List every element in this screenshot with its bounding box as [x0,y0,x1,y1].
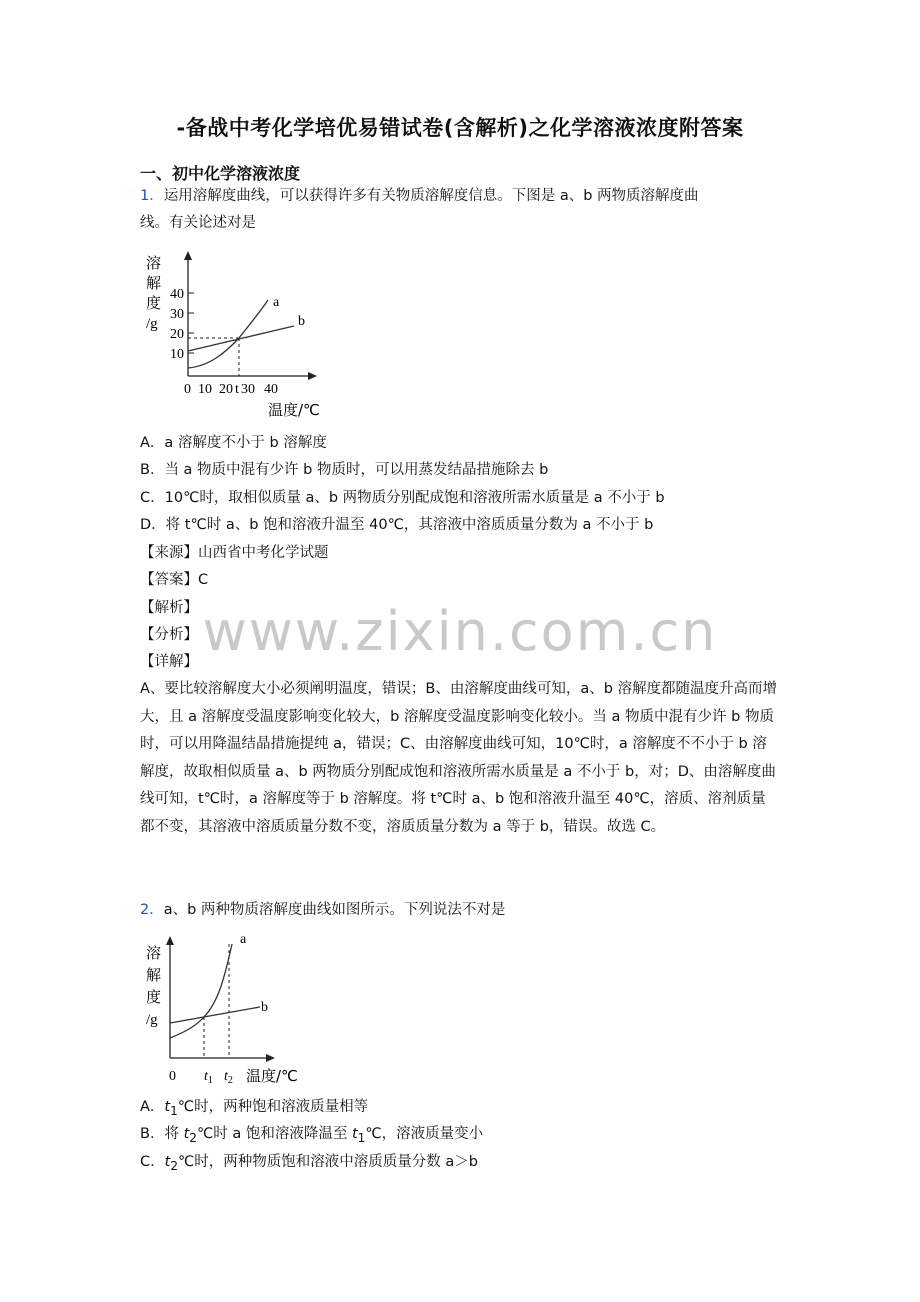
q2-ylabel-unit: /g [146,1012,158,1028]
watermark: www.zixin.com.cn [202,600,718,663]
q1-y-arrow [184,251,192,260]
q2-curve-b [170,1007,260,1023]
q1-detail-label: 【详解】 [140,654,198,670]
q1-ytick: 30 [170,307,184,322]
q1-answer: 【答案】C [140,572,209,588]
q2-ylabel-char: 溶 [146,944,162,962]
q1-xlabel: 温度/℃ [268,401,320,419]
q1-stem-line2: 线。有关论述对是 [140,215,256,231]
q1-stem-line1: 1．运用溶解度曲线，可以获得许多有关物质溶解度信息。下图是 a、b 两物质溶解度曲 [140,188,699,204]
q2-solubility-chart [140,930,320,1090]
q2-xtick: $t_2$ [224,1069,233,1086]
q1-option-b: B．当 a 物质中混有少许 b 物质时，可以用蒸发结晶措施除去 b [140,462,549,478]
q1-curve-a [188,300,268,368]
q1-curve-a-label: a [273,295,280,310]
q2-ylabel-char: 度 [146,988,162,1006]
q1-ylabel-unit: /g [146,316,158,332]
q2-xtick: $t_1$ [204,1069,213,1086]
q1-xtick: 30 [241,382,255,397]
q1-xtick: 10 [198,382,212,397]
q2-option-b: B．将 $t_2℃$时 a 饱和溶液降温至 $t_1℃$，溶液质量变小 [140,1126,484,1145]
document-title: -备战中考化学培优易错试卷(含解析)之化学溶液浓度附答案 [176,116,744,140]
q1-x-arrow [308,372,317,380]
q2-xlabel: 温度/℃ [246,1067,298,1085]
q1-curve-b [188,326,294,351]
q1-ylabel-char: 解 [146,274,162,292]
q2-number: 2． [140,902,164,918]
q2-option-a: A．$t_1℃$时，两种饱和溶液质量相等 [140,1099,369,1118]
q2-xtick: 0 [169,1069,176,1084]
q1-source: 【来源】山西省中考化学试题 [140,545,329,561]
q2-curve-a-label: a [240,932,247,947]
q1-xtick: t [235,382,239,397]
q1-xtick: 40 [264,382,278,397]
q1-solubility-chart [140,248,340,428]
q2-option-c: C．$t_2℃$时，两种物质饱和溶液中溶质质量分数 a＞b [140,1154,478,1173]
q2-stem: 2．a、b 两种物质溶解度曲线如图所示。下列说法不对是 [140,902,506,918]
q1-explanation: A、要比较溶解度大小必须阐明温度，错误；B、由溶解度曲线可知，a、b 溶解度都随温度升高而增大，且 a 溶解度受温度影响变化较大，b 溶解度受温度影响变化较小。当 a 物质中混有少许 b 物质时，可以用降温结晶措施提纯 a，错误；C、由溶解度曲线可知，10℃时，a 溶解度不不小于 b 溶解度，故取相似质量 a、b 两物质分别配成饱和溶液所需水质量是 a 不小于 b，对；D、由溶解度曲线可知，t℃时，a 溶解度等于 b 溶解度。将 t℃时 a、b 饱和溶液升温至 40℃，溶质、溶剂质量都不变，其溶液中溶质质量分数不变，溶质质量分数为 a 等于 b，错误。故选 C。 [140,681,778,835]
q1-ytick: 40 [170,287,184,302]
q2-ylabel-char: 解 [146,966,162,984]
q1-number: 1． [140,188,164,204]
q2-y-arrow [166,936,174,945]
q2-curve-a [170,944,232,1038]
q1-curve-b-label: b [298,314,305,329]
q2-curve-b-label: b [261,1000,268,1015]
section-heading: 一、初中化学溶液浓度 [140,164,301,183]
q1-option-c: C．10℃时，取相似质量 a、b 两物质分别配成饱和溶液所需水质量是 a 不小于 b [140,490,665,506]
q1-option-d: D．将 t℃时 a、b 饱和溶液升温至 40℃，其溶液中溶质质量分数为 a 不小于 b [140,517,654,533]
q1-ylabel-char: 度 [146,294,162,312]
q1-xtick: 0 [184,382,191,397]
q1-xtick: 20 [219,382,233,397]
q1-ylabel-char: 溶 [146,254,162,272]
q1-fenxi-label: 【分析】 [140,627,198,643]
q1-ytick: 20 [170,327,184,342]
q1-ytick: 10 [170,347,184,362]
q2-x-arrow [266,1054,275,1062]
q1-option-a: A．a 溶解度不小于 b 溶解度 [140,435,327,451]
q1-analysis-label: 【解析】 [140,600,198,616]
